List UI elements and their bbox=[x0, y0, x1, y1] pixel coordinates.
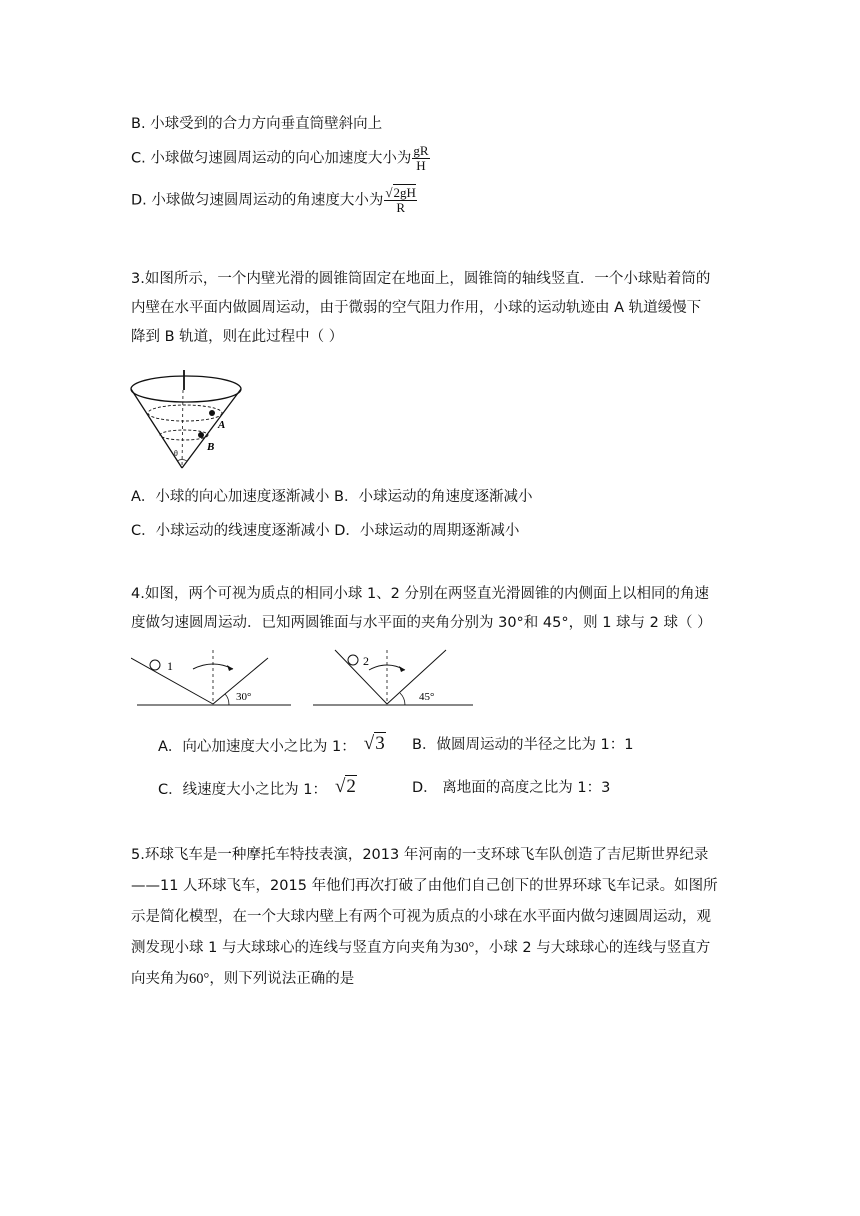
q4-stem bbox=[131, 580, 751, 638]
q5-line5-text-a: 向夹角为 bbox=[131, 971, 189, 987]
fraction-numerator: gR bbox=[413, 143, 429, 158]
q3-label-a: A bbox=[218, 419, 226, 431]
q5-angle-60: 60° bbox=[189, 971, 210, 987]
q5-stem-line-2: ——11 人环球飞车，2015 年他们再次打破了由他们自己创下的世界环球飞车记录。如图所 bbox=[131, 878, 718, 894]
q3-stem bbox=[131, 265, 751, 352]
q4-cone-figure-1 bbox=[131, 648, 291, 710]
q4-option-d: D． 离地面的高度之比为 1：3 bbox=[412, 780, 611, 796]
q4-fig2-angle-label: 45° bbox=[419, 691, 435, 703]
q4-option-c-text: C．线速度大小之比为 1： bbox=[158, 782, 327, 798]
sqrt-radicand: 3 bbox=[375, 733, 385, 754]
sqrt-expression: √2gH bbox=[385, 185, 416, 200]
q5-angle-30: 30° bbox=[453, 940, 475, 956]
sqrt-expression: √3 bbox=[363, 733, 385, 754]
q2-option-c-text: C. 小球做匀速圆周运动的向心加速度大小为 bbox=[131, 150, 412, 167]
q5-line5-text-b: ，则下列说法正确的是 bbox=[209, 971, 355, 987]
q3-options-ab: A．小球的向心加速度逐渐减小 B．小球运动的角速度逐渐减小 bbox=[131, 489, 533, 505]
sqrt-expression: √2 bbox=[334, 776, 356, 797]
q3-stem-line-1: 3.如图所示，一个内壁光滑的圆锥筒固定在地面上，圆锥筒的轴线竖直．一个小球贴着筒的 bbox=[131, 271, 711, 287]
q5-stem bbox=[131, 840, 751, 995]
q4-option-c bbox=[158, 776, 357, 799]
q4-option-a-text: A．向心加速度大小之比为 1： bbox=[158, 739, 356, 755]
q2-option-c-fraction bbox=[412, 144, 429, 173]
fraction-numerator bbox=[384, 186, 417, 201]
q3-stem-line-2: 内壁在水平面内做圆周运动，由于微弱的空气阻力作用，小球的运动轨迹由 A 轨道缓慢下 bbox=[131, 300, 702, 316]
q5-line4-text-b: ，小球 2 与大球球心的连线与竖直方 bbox=[474, 940, 711, 956]
q4-fig1-angle-label: 30° bbox=[236, 691, 252, 703]
q5-stem-line-1: 5.环球飞车是一种摩托车特技表演，2013 年河南的一支环球飞车队创造了吉尼斯世界纪录 bbox=[131, 847, 709, 863]
q4-stem-line-1: 4.如图，两个可视为质点的相同小球 1、2 分别在两竖直光滑圆锥的内侧面上以相同的角速 bbox=[131, 586, 709, 602]
q5-stem-line-4 bbox=[131, 933, 751, 964]
q3-stem-line-3: 降到 B 轨道，则在此过程中（ ） bbox=[131, 329, 344, 345]
fraction-denominator: R bbox=[396, 200, 405, 215]
q4-fig2-ball-label: 2 bbox=[363, 654, 369, 668]
q5-stem-line-5 bbox=[131, 964, 751, 995]
q2-option-b: B. 小球受到的合力方向垂直筒壁斜向上 bbox=[131, 116, 383, 132]
q5-line4-text-a: 测发现小球 1 与大球球心的连线与竖直方向夹角为 bbox=[131, 940, 454, 956]
q3-cone-figure bbox=[125, 368, 250, 474]
q2-option-d-text: D. 小球做匀速圆周运动的角速度大小为 bbox=[131, 192, 384, 209]
sqrt-radicand: 2gH bbox=[393, 185, 416, 200]
q2-option-d bbox=[131, 186, 417, 215]
q3-label-theta: θ bbox=[174, 449, 178, 458]
q2-option-d-fraction bbox=[384, 186, 417, 215]
q4-stem-line-2: 度做匀速圆周运动．已知两圆锥面与水平面的夹角分别为 30°和 45°，则 1 球与 2 球（ ） bbox=[131, 615, 712, 631]
q3-label-b: B bbox=[207, 441, 215, 453]
q4-option-a bbox=[158, 733, 386, 756]
q4-fig1-ball-label: 1 bbox=[167, 659, 173, 673]
fraction-denominator: H bbox=[416, 158, 426, 173]
q4-cone-figure-2 bbox=[313, 648, 473, 710]
q3-options-cd: C．小球运动的线速度逐渐减小 D．小球运动的周期逐渐减小 bbox=[131, 523, 520, 539]
q4-option-b: B．做圆周运动的半径之比为 1：1 bbox=[412, 737, 634, 753]
sqrt-radicand: 2 bbox=[346, 776, 356, 797]
q2-option-c bbox=[131, 144, 430, 173]
q5-stem-line-3: 示是简化模型，在一个大球内壁上有两个可视为质点的小球在水平面内做匀速圆周运动，观 bbox=[131, 909, 711, 925]
